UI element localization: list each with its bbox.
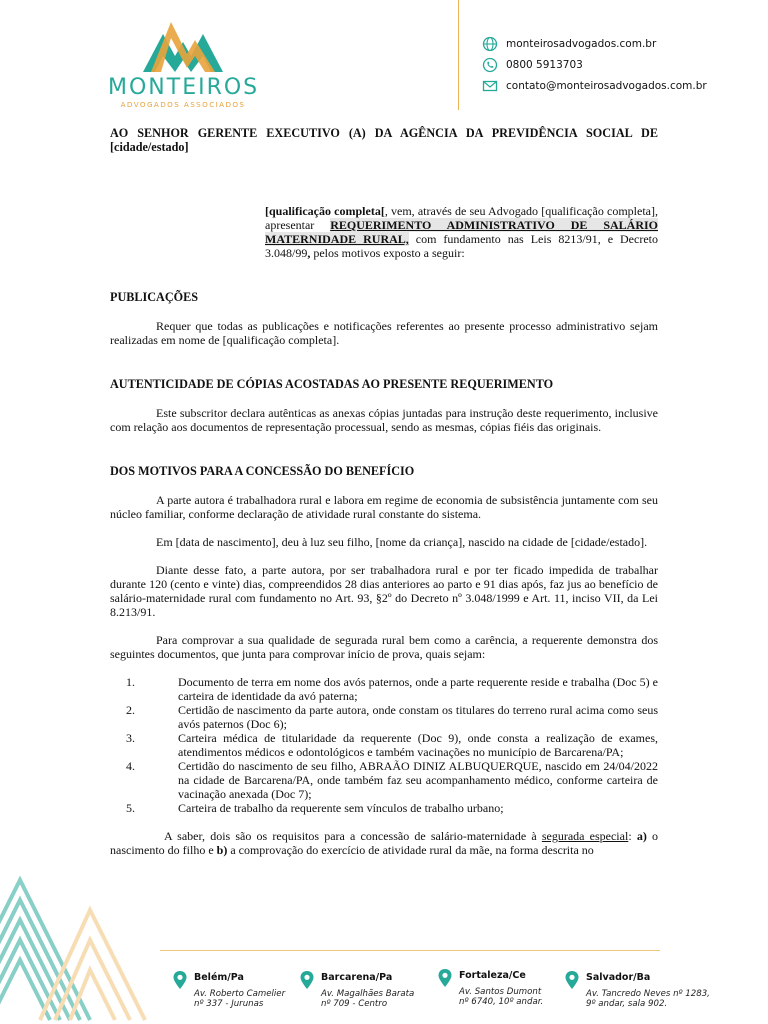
email-text: contato@monteirosadvogados.com.br (506, 79, 707, 92)
list-item: 4. Certidão do nascimento de seu filho, ABRAÃO DINIZ ALBUQUERQUE, nascido em 24/04/2022 na cidade de Barcarena/PA, onde também faz seu acompanhamento médico, conforme carteira de vacinação anexada (Doc 7); (126, 759, 658, 801)
heading-autenticidade: AUTENTICIDADE DE CÓPIAS ACOSTADAS AO PRESENTE REQUERIMENTO (110, 377, 554, 391)
intro-text-2: com fundamento nas Leis 8213/91, e Decreto 3.048/99 (265, 232, 658, 260)
location-pin-icon (299, 970, 315, 990)
logo-name: MONTEIROS (108, 75, 260, 100)
documents-list (110, 675, 658, 815)
paragraph-publicacoes: Requer que todas as publicações e notificações referentes ao presente processo administrativo sejam realizadas em nome de [qualificação completa]. (110, 319, 658, 347)
heading-motivos: DOS MOTIVOS PARA A CONCESSÃO DO BENEFÍCIO (110, 464, 415, 478)
office-address: Av. Roberto Camelier nº 337 - Jurunas (194, 989, 286, 1009)
contact-website[interactable] (482, 33, 707, 54)
office-city: Salvador/Ba (586, 972, 651, 983)
request-title-highlight: REQUERIMENTO ADMINISTRATIVO DE SALÁRIO MATERNIDADE RURAL, (265, 218, 658, 246)
list-item: 1. Documento de terra em nome dos avós paternos, onde a parte requerente reside e trabalha (Doc 5) e carteira de identidade da avó paterna; (126, 675, 658, 703)
intro-text-1: , vem, através de seu Advogado [qualificação completa], apresentar (265, 204, 658, 232)
list-item: 2. Certidão de nascimento da parte autora, onde constam os titulares do terreno rural acima como seus avós paternos (Doc 6); (126, 703, 658, 731)
intro-qualification: [qualificação completa[ (265, 204, 385, 218)
office-city: Belém/Pa (194, 972, 244, 983)
addressee: AO SENHOR GERENTE EXECUTIVO (A) DA AGÊNCIA DA PREVIDÊNCIA SOCIAL DE [cidade/estado] (110, 126, 658, 154)
letterhead (0, 0, 768, 115)
contact-phone[interactable] (482, 54, 707, 75)
paragraph-motivos-2: Em [data de nascimento], deu à luz seu filho, [nome da criança], nascido na cidade de [cidade/estado]. (156, 535, 648, 549)
segurada-especial-underline: segurada especial (541, 829, 629, 843)
office-address: Av. Magalhães Barata nº 709 - Centro (321, 989, 415, 1009)
mail-icon (482, 78, 498, 94)
globe-icon (482, 36, 498, 52)
intro-paragraph (265, 204, 658, 260)
office-city: Barcarena/Pa (321, 972, 393, 983)
office-address: Av. Santos Dumont nº 6740, 10º andar. (459, 987, 544, 1007)
intro-comma: , (307, 246, 311, 260)
document-body (110, 126, 658, 857)
mountain-logo-icon (141, 18, 225, 74)
contact-list (482, 33, 707, 96)
office-address: Av. Tancredo Neves nº 1283, 9º andar, sala 902. (586, 989, 710, 1009)
list-item: 3. Carteira médica de titularidade da requerente (Doc 9), onde consta a realização de exames, atendimentos médicos e odontológicos e também vacinações no município de Barcarena/PA; (126, 731, 658, 759)
phone-text: 0800 5913703 (506, 58, 583, 71)
list-item: 5. Carteira de trabalho da requerente sem vínculos de trabalho urbano; (126, 801, 504, 815)
location-pin-icon (564, 970, 580, 990)
website-text: monteirosadvogados.com.br (506, 37, 657, 50)
intro-text-3: pelos motivos exposto a seguir: (310, 246, 465, 260)
paragraph-motivos-1: A parte autora é trabalhadora rural e labora em regime de economia de subsistência juntamente com seu núcleo familiar, conforme declaração de atividade rural constante do sistema. (110, 493, 658, 521)
paragraph-motivos-3: Diante desse fato, a parte autora, por ser trabalhadora rural e por ter ficado impedida de trabalhar durante 120 (cento e vinte) dias, compreendidos 28 dias anteriores ao parto e 91 dias após, faz jus ao benefício de salário-maternidade rural com fundamento no Art. 93, §2º do Decreto nº 3.048/1999 e Art. 11, inciso VII, da Lei 8.213/91. (110, 563, 658, 619)
location-pin-icon (437, 968, 453, 988)
footer-divider (160, 950, 660, 951)
company-logo (108, 18, 258, 110)
header-divider (458, 0, 459, 110)
paragraph-motivos-4: Para comprovar a sua qualidade de segurada rural bem como a carência, a requerente demonstra dos seguintes documentos, que junta para comprovar início de prova, quais sejam: (110, 633, 658, 661)
footer-offices (172, 968, 732, 1018)
contact-email[interactable] (482, 75, 707, 96)
logo-subtitle: ADVOGADOS ASSOCIADOS (120, 100, 246, 109)
decorative-mountains-icon (0, 870, 170, 1024)
heading-publicacoes: PUBLICAÇÕES (110, 290, 199, 304)
paragraph-autenticidade: Este subscritor declara autênticas as anexas cópias juntadas para instrução deste requerimento, inclusive com relação aos documentos de representação processual, sendo as mesmas, cópias fiéis das originais. (110, 406, 658, 434)
phone-icon (482, 57, 498, 73)
paragraph-requisitos: A saber, dois são os requisitos para a concessão de salário-maternidade à segurada especial: a) o nascimento do filho e b) a comprovação do exercício de atividade rural da mãe, na forma descrita no (110, 829, 659, 857)
location-pin-icon (172, 970, 188, 990)
office-city: Fortaleza/Ce (459, 970, 526, 981)
